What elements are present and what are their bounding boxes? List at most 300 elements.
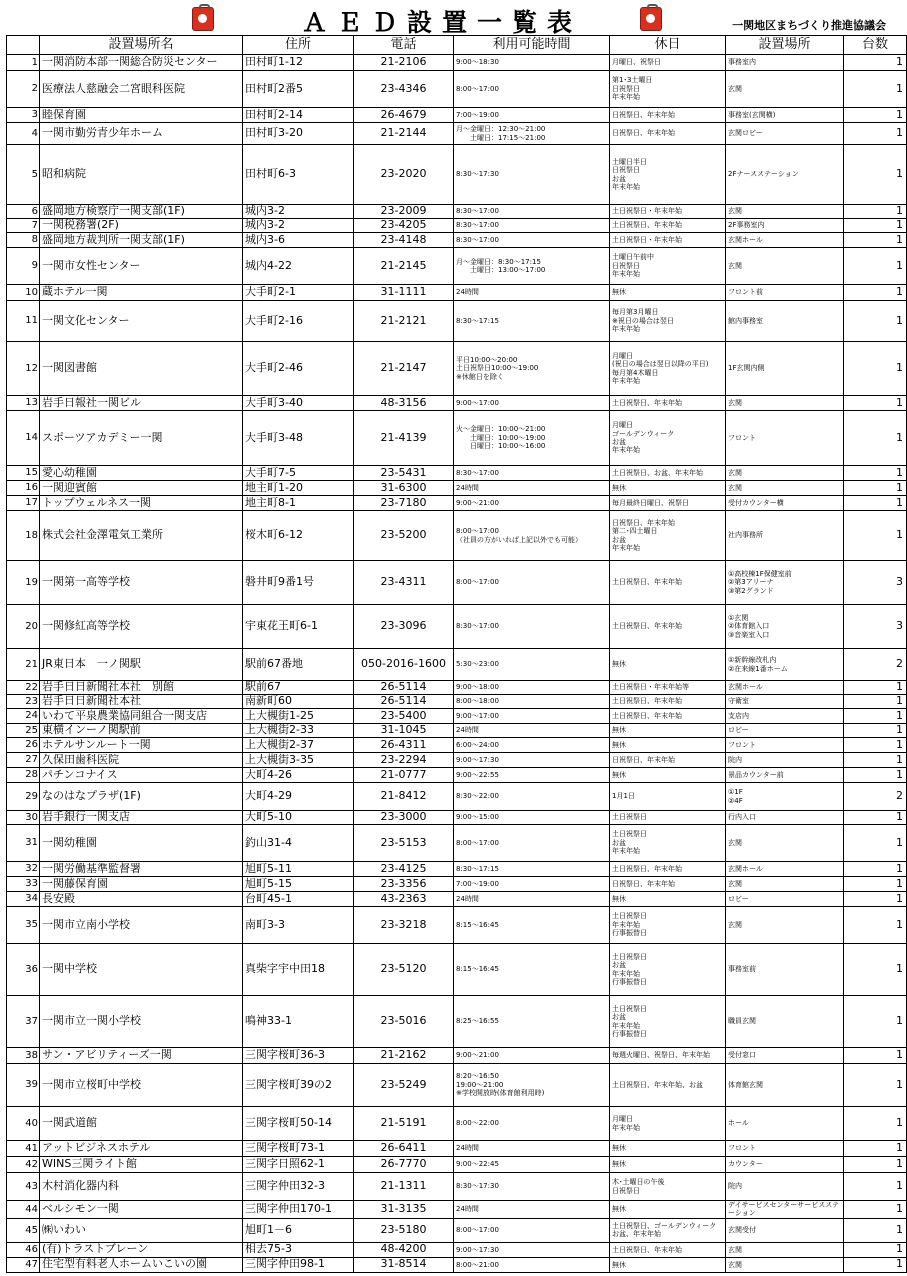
- cell-hours: 8:30～17:00: [454, 605, 610, 649]
- cell-no: 5: [7, 145, 40, 205]
- cell-closed: 土日祝祭日 年末年始 行事振替日: [610, 907, 726, 944]
- column-header: 設置場所名: [40, 36, 243, 55]
- cell-no: 47: [7, 1257, 40, 1272]
- cell-loc: 受付窓口: [726, 1048, 844, 1064]
- cell-name: 一関市勤労青少年ホーム: [40, 123, 243, 145]
- cell-no: 42: [7, 1157, 40, 1173]
- cell-count: 1: [844, 123, 907, 145]
- cell-count: 1: [844, 724, 907, 738]
- cell-tel: 23-5400: [354, 709, 454, 724]
- cell-count: 1: [844, 301, 907, 342]
- cell-count: 1: [844, 1157, 907, 1173]
- cell-addr: 旭町5-11: [243, 862, 354, 877]
- cell-no: 33: [7, 877, 40, 892]
- cell-no: 17: [7, 496, 40, 511]
- cell-no: 19: [7, 561, 40, 605]
- table-row: [7, 1064, 907, 1107]
- cell-hours: 8:25～16:55: [454, 996, 610, 1048]
- cell-tel: 21-2121: [354, 301, 454, 342]
- table-row: [7, 1218, 907, 1242]
- cell-name: 一関市立一関小学校: [40, 996, 243, 1048]
- cell-no: 41: [7, 1141, 40, 1157]
- cell-closed: 土日祝祭日、年末年始: [610, 605, 726, 649]
- cell-loc: 事務室前: [726, 944, 844, 996]
- cell-tel: 23-2020: [354, 145, 454, 205]
- cell-loc: ホール: [726, 1107, 844, 1141]
- cell-tel: 31-1111: [354, 285, 454, 301]
- cell-addr: 旭町1－6: [243, 1218, 354, 1242]
- cell-addr: 相去75-3: [243, 1242, 354, 1257]
- cell-closed: 日祝祭日、年末年始: [610, 753, 726, 768]
- cell-addr: 田村町6-3: [243, 145, 354, 205]
- cell-count: 1: [844, 466, 907, 481]
- cell-loc: 玄関: [726, 466, 844, 481]
- cell-loc: 受付カウンター横: [726, 496, 844, 511]
- cell-loc: デイサービスセンターサービスステーション: [726, 1201, 844, 1219]
- table-row: [7, 396, 907, 411]
- cell-no: 26: [7, 738, 40, 753]
- cell-no: 39: [7, 1064, 40, 1107]
- table-row: [7, 1242, 907, 1257]
- table-row: [7, 411, 907, 466]
- cell-closed: 土日祝祭日 お盆 年末年始: [610, 825, 726, 862]
- cell-hours: 8:30～17:00: [454, 219, 610, 233]
- cell-loc: 玄関受付: [726, 1218, 844, 1242]
- cell-closed: 土日祝祭日、年末年始: [610, 396, 726, 411]
- table-row: [7, 219, 907, 233]
- cell-hours: 5:30～23:00: [454, 649, 610, 681]
- aed-device-icon: [640, 7, 662, 31]
- cell-hours: 8:00～17:00: [454, 71, 610, 108]
- table-row: [7, 55, 907, 71]
- cell-hours: 8:30～17:30: [454, 145, 610, 205]
- cell-no: 20: [7, 605, 40, 649]
- cell-count: 1: [844, 511, 907, 561]
- table-row: [7, 1173, 907, 1201]
- cell-name: 一関藤保育園: [40, 877, 243, 892]
- cell-loc: ロビー: [726, 724, 844, 738]
- cell-addr: 真柴字宇中田18: [243, 944, 354, 996]
- table-row: [7, 681, 907, 695]
- cell-tel: 21-5191: [354, 1107, 454, 1141]
- cell-name: 一関修紅高等学校: [40, 605, 243, 649]
- cell-closed: 土日祝祭日、年末年始: [610, 561, 726, 605]
- cell-no: 24: [7, 709, 40, 724]
- cell-loc: 玄関: [726, 396, 844, 411]
- cell-closed: 土日祝祭日、年末年始: [610, 709, 726, 724]
- cell-name: 一関市立南小学校: [40, 907, 243, 944]
- cell-tel: 23-4148: [354, 233, 454, 248]
- cell-tel: 23-2294: [354, 753, 454, 768]
- cell-hours: 24時間: [454, 285, 610, 301]
- cell-name: 久保田歯科医院: [40, 753, 243, 768]
- cell-closed: 毎月最終日曜日、祝祭日: [610, 496, 726, 511]
- cell-loc: 玄関ホール: [726, 862, 844, 877]
- table-row: [7, 1141, 907, 1157]
- cell-closed: 土日祝祭日: [610, 811, 726, 825]
- column-header: 利用可能時間: [454, 36, 610, 55]
- cell-no: 4: [7, 123, 40, 145]
- cell-tel: 31-1045: [354, 724, 454, 738]
- table-row: [7, 1157, 907, 1173]
- table-row: [7, 753, 907, 768]
- cell-hours: 8:00～17:00 （社員の方がいれば上記以外でも可能）: [454, 511, 610, 561]
- cell-closed: 無休: [610, 481, 726, 496]
- cell-count: 1: [844, 709, 907, 724]
- cell-name: 岩手日日新聞社本社: [40, 695, 243, 709]
- cell-no: 38: [7, 1048, 40, 1064]
- cell-hours: 平日10:00～20:00 土日祝祭日10:00～19:00 ※休館日を除く: [454, 342, 610, 396]
- cell-closed: 月曜日、祝祭日: [610, 55, 726, 71]
- cell-tel: 23-5016: [354, 996, 454, 1048]
- cell-closed: 毎月第3月曜日 ※祝日の場合は翌日 年末年始: [610, 301, 726, 342]
- cell-loc: 体育館玄関: [726, 1064, 844, 1107]
- cell-no: 46: [7, 1242, 40, 1257]
- cell-hours: 24時間: [454, 1141, 610, 1157]
- cell-loc: 守衛室: [726, 695, 844, 709]
- cell-loc: ①高校棟1F保健室前 ②第3アリーナ ③第2グランド: [726, 561, 844, 605]
- cell-name: ベルシモン一関: [40, 1201, 243, 1219]
- table-row: [7, 695, 907, 709]
- cell-addr: 南新町60: [243, 695, 354, 709]
- cell-addr: 田村町2-14: [243, 108, 354, 123]
- table-row: [7, 511, 907, 561]
- table-row: [7, 709, 907, 724]
- cell-hours: 8:00～17:00: [454, 1218, 610, 1242]
- cell-tel: 26-5114: [354, 681, 454, 695]
- cell-count: 1: [844, 1107, 907, 1141]
- cell-tel: 21-2144: [354, 123, 454, 145]
- cell-name: 東横インーノ関駅前: [40, 724, 243, 738]
- cell-name: 蔵ホテル一関: [40, 285, 243, 301]
- cell-addr: 上大槻街3-35: [243, 753, 354, 768]
- cell-count: 1: [844, 1201, 907, 1219]
- cell-loc: ①新幹線改札内 ②在来線1番ホーム: [726, 649, 844, 681]
- cell-no: 22: [7, 681, 40, 695]
- cell-tel: 26-4679: [354, 108, 454, 123]
- cell-tel: 23-5200: [354, 511, 454, 561]
- cell-closed: 月曜日 ゴールデンウィーク お盆 年末年始: [610, 411, 726, 466]
- cell-tel: 23-5431: [354, 466, 454, 481]
- cell-name: サン・アビリティーズ一関: [40, 1048, 243, 1064]
- cell-no: 45: [7, 1218, 40, 1242]
- cell-addr: 駅前67番地: [243, 649, 354, 681]
- cell-closed: 無休: [610, 1141, 726, 1157]
- cell-hours: 8:00～17:00: [454, 825, 610, 862]
- table-row: [7, 123, 907, 145]
- cell-hours: 8:20～16:50 19:00～21:00 ※学校開放時(体育館利用時): [454, 1064, 610, 1107]
- cell-tel: 23-3218: [354, 907, 454, 944]
- cell-name: 医療法人慈融会二宮眼科医院: [40, 71, 243, 108]
- cell-count: 1: [844, 892, 907, 907]
- cell-addr: 地主町8-1: [243, 496, 354, 511]
- cell-hours: 9:00～15:00: [454, 811, 610, 825]
- cell-name: 一関文化センター: [40, 301, 243, 342]
- cell-closed: 日祝祭日、年末年始: [610, 123, 726, 145]
- cell-addr: 三関字桜町36-3: [243, 1048, 354, 1064]
- table-row: [7, 145, 907, 205]
- cell-no: 30: [7, 811, 40, 825]
- cell-hours: 火～金曜日：10:00～21:00 土曜日：10:00～19:00 日曜日：10:00～16:00: [454, 411, 610, 466]
- cell-addr: 三関字仲田98-1: [243, 1257, 354, 1272]
- table-header-row: [7, 36, 907, 55]
- cell-addr: 桜木町6-12: [243, 511, 354, 561]
- cell-name: 睦保育園: [40, 108, 243, 123]
- cell-closed: 1月1日: [610, 783, 726, 811]
- cell-count: 1: [844, 862, 907, 877]
- cell-tel: 050-2016-1600: [354, 649, 454, 681]
- cell-name: 岩手日報社一関ビル: [40, 396, 243, 411]
- cell-hours: 6:00～24:00: [454, 738, 610, 753]
- cell-tel: 23-7180: [354, 496, 454, 511]
- cell-closed: 土日祝祭日、年末年始: [610, 695, 726, 709]
- cell-no: 16: [7, 481, 40, 496]
- cell-tel: 48-4200: [354, 1242, 454, 1257]
- cell-loc: 2F事務室内: [726, 219, 844, 233]
- cell-no: 3: [7, 108, 40, 123]
- table-row: [7, 944, 907, 996]
- cell-loc: 院内: [726, 753, 844, 768]
- cell-hours: 9:00～22:45: [454, 1157, 610, 1173]
- cell-count: 1: [844, 496, 907, 511]
- cell-closed: 土日祝祭日、ゴールデンウィーク お盆、年末年始: [610, 1218, 726, 1242]
- cell-hours: 8:00～21:00: [454, 1257, 610, 1272]
- cell-count: 1: [844, 342, 907, 396]
- cell-name: 岩手日日新聞社本社 別館: [40, 681, 243, 695]
- cell-name: 一関税務署(2F): [40, 219, 243, 233]
- cell-addr: 大手町7-5: [243, 466, 354, 481]
- cell-tel: 26-5114: [354, 695, 454, 709]
- table-row: [7, 248, 907, 285]
- cell-addr: 大手町2-46: [243, 342, 354, 396]
- cell-no: 43: [7, 1173, 40, 1201]
- table-row: [7, 768, 907, 783]
- cell-count: 1: [844, 219, 907, 233]
- cell-addr: 上大槻街1-25: [243, 709, 354, 724]
- cell-hours: 9:00～17:00: [454, 396, 610, 411]
- cell-loc: 玄関ロビー: [726, 123, 844, 145]
- table-row: [7, 108, 907, 123]
- cell-tel: 21-2162: [354, 1048, 454, 1064]
- page-title: ＡＥＤ設置一覧表: [301, 8, 582, 37]
- cell-no: 31: [7, 825, 40, 862]
- cell-closed: 無休: [610, 738, 726, 753]
- table-row: [7, 301, 907, 342]
- cell-addr: 台町45-1: [243, 892, 354, 907]
- cell-loc: 玄関: [726, 248, 844, 285]
- cell-closed: 土日祝祭日 お盆 年末年始 行事振替日: [610, 996, 726, 1048]
- cell-count: 1: [844, 108, 907, 123]
- table-row: [7, 783, 907, 811]
- cell-name: 株式会社金澤電気工業所: [40, 511, 243, 561]
- cell-name: 一関迎賓館: [40, 481, 243, 496]
- table-row: [7, 481, 907, 496]
- cell-tel: 23-3000: [354, 811, 454, 825]
- cell-count: 1: [844, 55, 907, 71]
- cell-count: 2: [844, 783, 907, 811]
- table-row: [7, 342, 907, 396]
- cell-loc: 社内事務所: [726, 511, 844, 561]
- column-header: 休日: [610, 36, 726, 55]
- cell-hours: 8:30～17:00: [454, 466, 610, 481]
- cell-no: 2: [7, 71, 40, 108]
- cell-count: 1: [844, 738, 907, 753]
- cell-no: 6: [7, 205, 40, 219]
- cell-count: 1: [844, 396, 907, 411]
- cell-closed: 土日祝祭日・年末年始: [610, 233, 726, 248]
- cell-name: 一関中学校: [40, 944, 243, 996]
- cell-addr: 上大槻街2-37: [243, 738, 354, 753]
- cell-loc: フロント前: [726, 285, 844, 301]
- cell-addr: 大町4-26: [243, 768, 354, 783]
- cell-tel: 23-4311: [354, 561, 454, 605]
- cell-no: 18: [7, 511, 40, 561]
- table-row: [7, 466, 907, 481]
- cell-addr: 大手町3-40: [243, 396, 354, 411]
- cell-addr: 宇東花王町6-1: [243, 605, 354, 649]
- cell-loc: 玄関: [726, 205, 844, 219]
- cell-tel: 43-2363: [354, 892, 454, 907]
- cell-name: 一関市立桜町中学校: [40, 1064, 243, 1107]
- cell-tel: 23-5249: [354, 1064, 454, 1107]
- cell-no: 40: [7, 1107, 40, 1141]
- cell-no: 15: [7, 466, 40, 481]
- cell-tel: 21-8412: [354, 783, 454, 811]
- cell-name: 一関市女性センター: [40, 248, 243, 285]
- cell-name: JR東日本 一ノ関駅: [40, 649, 243, 681]
- cell-tel: 31-6300: [354, 481, 454, 496]
- table-row: [7, 71, 907, 108]
- cell-addr: 駅前67: [243, 681, 354, 695]
- cell-no: 9: [7, 248, 40, 285]
- cell-tel: 23-5153: [354, 825, 454, 862]
- cell-tel: 23-5180: [354, 1218, 454, 1242]
- cell-count: 1: [844, 768, 907, 783]
- cell-closed: 土日祝祭日 お盆 年末年始 行事振替日: [610, 944, 726, 996]
- cell-tel: 21-2106: [354, 55, 454, 71]
- cell-name: パチンコナイス: [40, 768, 243, 783]
- cell-closed: 木･土曜日の午後 日祝祭日: [610, 1173, 726, 1201]
- cell-loc: フロント: [726, 411, 844, 466]
- cell-addr: 三関字桜町50-14: [243, 1107, 354, 1141]
- cell-hours: 24時間: [454, 892, 610, 907]
- cell-name: 一関武道館: [40, 1107, 243, 1141]
- cell-no: 37: [7, 996, 40, 1048]
- cell-addr: 城内3-2: [243, 219, 354, 233]
- cell-no: 8: [7, 233, 40, 248]
- cell-no: 12: [7, 342, 40, 396]
- cell-addr: 大手町2-16: [243, 301, 354, 342]
- table-row: [7, 1201, 907, 1219]
- cell-loc: 玄関: [726, 825, 844, 862]
- cell-hours: 8:30～17:00: [454, 205, 610, 219]
- cell-hours: 9:00～18:30: [454, 55, 610, 71]
- cell-loc: 2Fナースステーション: [726, 145, 844, 205]
- cell-tel: 21-0777: [354, 768, 454, 783]
- cell-count: 1: [844, 1064, 907, 1107]
- cell-closed: 日祝祭日、年末年始: [610, 108, 726, 123]
- table-row: [7, 862, 907, 877]
- cell-addr: 三関字桜町73-1: [243, 1141, 354, 1157]
- cell-closed: 土日祝祭日・年末年始等: [610, 681, 726, 695]
- cell-addr: 三関字仲田32-3: [243, 1173, 354, 1201]
- cell-hours: 24時間: [454, 1201, 610, 1219]
- cell-hours: 7:00～19:00: [454, 877, 610, 892]
- cell-count: 1: [844, 71, 907, 108]
- cell-addr: 磐井町9番1号: [243, 561, 354, 605]
- cell-count: 1: [844, 877, 907, 892]
- cell-hours: 8:30～17:15: [454, 301, 610, 342]
- cell-addr: 南町3-3: [243, 907, 354, 944]
- cell-hours: 8:15～16:45: [454, 944, 610, 996]
- cell-tel: 26-6411: [354, 1141, 454, 1157]
- cell-closed: 無休: [610, 285, 726, 301]
- cell-hours: 月～金曜日：12:30～21:00 土曜日：17:15～21:00: [454, 123, 610, 145]
- cell-closed: 土曜日半日 日祝祭日 お盆 年末年始: [610, 145, 726, 205]
- cell-no: 44: [7, 1201, 40, 1219]
- cell-tel: 23-4125: [354, 862, 454, 877]
- cell-loc: ①1F ②4F: [726, 783, 844, 811]
- cell-addr: 上大槻街2-33: [243, 724, 354, 738]
- cell-loc: フロント: [726, 738, 844, 753]
- cell-name: 盛岡地方検察庁一関支部(1F): [40, 205, 243, 219]
- cell-hours: 8:30～17:15: [454, 862, 610, 877]
- cell-addr: 地主町1-20: [243, 481, 354, 496]
- cell-hours: 8:00～17:00: [454, 561, 610, 605]
- table-row: [7, 877, 907, 892]
- column-header: 台数: [844, 36, 907, 55]
- cell-count: 1: [844, 907, 907, 944]
- cell-count: 1: [844, 811, 907, 825]
- cell-no: 10: [7, 285, 40, 301]
- cell-closed: 無休: [610, 1201, 726, 1219]
- cell-count: 3: [844, 605, 907, 649]
- cell-addr: 田村町3-20: [243, 123, 354, 145]
- cell-no: 21: [7, 649, 40, 681]
- cell-hours: 24時間: [454, 481, 610, 496]
- table-row: [7, 825, 907, 862]
- cell-name: 一関第一高等学校: [40, 561, 243, 605]
- page-header: [0, 0, 892, 36]
- cell-hours: 9:00～21:00: [454, 496, 610, 511]
- cell-loc: 玄関: [726, 481, 844, 496]
- cell-no: 28: [7, 768, 40, 783]
- cell-count: 1: [844, 248, 907, 285]
- cell-closed: 日祝祭日、年末年始 第二･四土曜日 お盆 年末年始: [610, 511, 726, 561]
- cell-loc: 玄関ホール: [726, 233, 844, 248]
- cell-loc: カウンター: [726, 1157, 844, 1173]
- column-header: 電話: [354, 36, 454, 55]
- cell-name: 愛心幼稚園: [40, 466, 243, 481]
- cell-count: 1: [844, 1257, 907, 1272]
- cell-count: 1: [844, 944, 907, 996]
- cell-tel: 31-8514: [354, 1257, 454, 1272]
- cell-count: 1: [844, 145, 907, 205]
- cell-closed: 土曜日午前中 日祝祭日 年末年始: [610, 248, 726, 285]
- column-header: [7, 36, 40, 55]
- cell-count: 1: [844, 1242, 907, 1257]
- cell-loc: 玄関: [726, 907, 844, 944]
- cell-closed: 無休: [610, 768, 726, 783]
- cell-tel: 21-1311: [354, 1173, 454, 1201]
- cell-addr: 大手町3-48: [243, 411, 354, 466]
- cell-count: 1: [844, 481, 907, 496]
- cell-loc: 行内入口: [726, 811, 844, 825]
- cell-no: 32: [7, 862, 40, 877]
- cell-hours: 8:30～22:00: [454, 783, 610, 811]
- cell-no: 14: [7, 411, 40, 466]
- cell-loc: 玄関: [726, 877, 844, 892]
